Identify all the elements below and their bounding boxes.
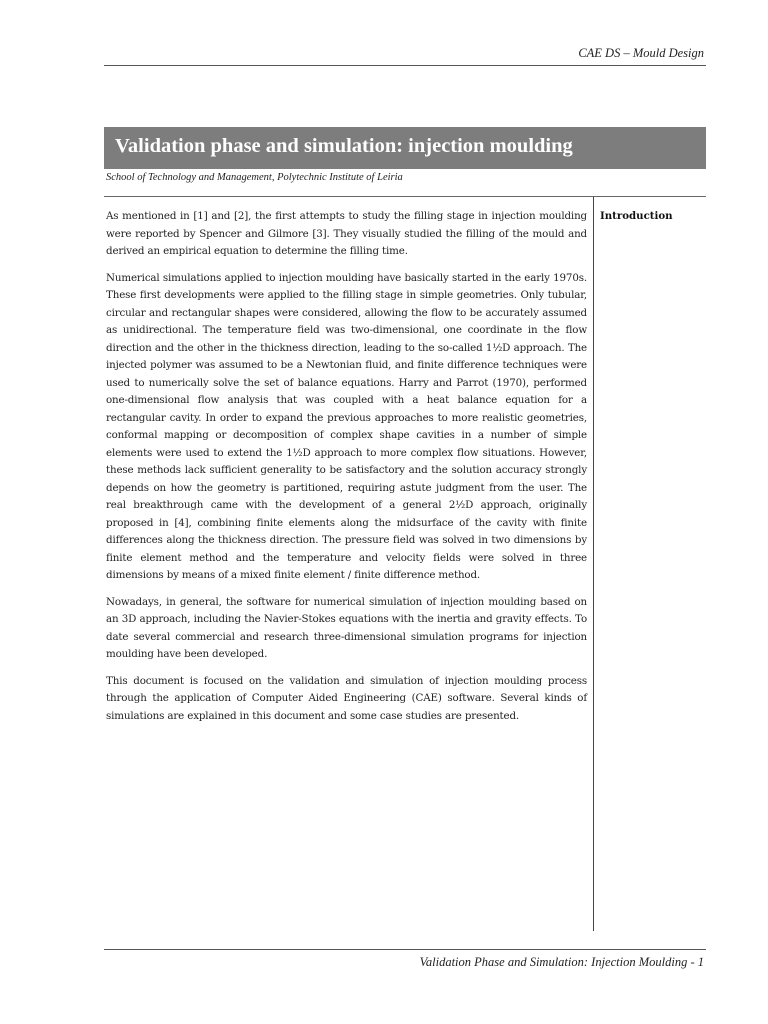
margin-divider <box>593 197 594 931</box>
paragraph: This document is focused on the validation and simulation of injection moulding process through the application of Computer Aided Engineering (CAE) software. Several kinds of simulations are explained in this document and some case studies are presented. <box>106 674 587 722</box>
header-divider <box>104 65 706 66</box>
section-heading-introduction: Introduction <box>600 210 673 222</box>
document-title: Validation phase and simulation: injection moulding <box>115 135 573 157</box>
affiliation-divider <box>104 196 706 197</box>
footer-divider <box>104 949 706 950</box>
running-footer: Validation Phase and Simulation: Injection Moulding - 1 <box>419 955 704 969</box>
body-text-column <box>106 208 587 734</box>
paragraph: Nowadays, in general, the software for numerical simulation of injection moulding based on an 3D approach, including the Navier-Stokes equations with the inertia and gravity effects. To date several commercial and research three-dimensional simulation programs for injection moulding have been developed. <box>106 595 587 660</box>
title-banner <box>104 127 706 169</box>
running-header: CAE DS – Mould Design <box>578 46 704 60</box>
paragraph: As mentioned in [1] and [2], the first attempts to study the filling stage in injection moulding were reported by Spencer and Gilmore [3]. They visually studied the filling of the mould and derived an empirical equation to determine the filling time. <box>106 210 587 257</box>
paragraph: Numerical simulations applied to injection moulding have basically started in the early 1970s. These first developments were applied to the filling stage in simple geometries. Only tubular, circular and rectangular shapes were considered, allowing the flow to be accurately assumed as unidirectional. The temperature field was two-dimensional, one coordinate in the flow direction and the other in the thickness direction, leading to the so-called 1½D approach. The injected polymer was assumed to be a Newtonian fluid, and finite difference techniques were used to numerically solve the set of balance equations. Harry and Parrot (1970), performed one-dimensional flow analysis that was coupled with a heat balance equation for a rectangular cavity. In order to expand the previous approaches to more realistic geometries, conformal mapping or decomposition of complex shape cavities in a number of simple elements were used to extend the 1½D approach to more complex flow situations. However, these methods lack sufficient generality to be satisfactory and the solution accuracy strongly depends on how the geometry is partitioned, requiring astute judgment from the user. The real breakthrough came with the development of a general 2½D approach, originally proposed in [4], combining finite elements along the midsurface of the cavity with finite differences along the thickness direction. The pressure field was solved in two dimensions by finite element method and the temperature and velocity fields were solved in three dimensions by means of a mixed finite element / finite difference method. <box>106 271 587 581</box>
affiliation-line: School of Technology and Management, Polytechnic Institute of Leiria <box>106 172 403 183</box>
